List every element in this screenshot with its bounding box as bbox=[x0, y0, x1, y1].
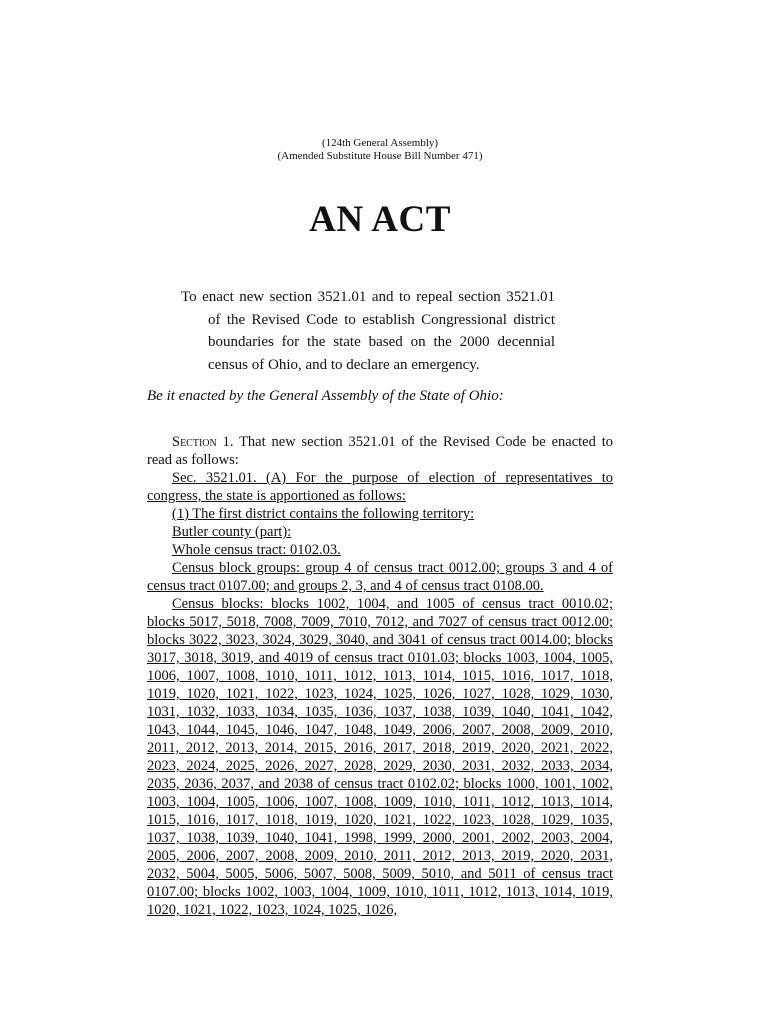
act-purpose: To enact new section 3521.01 and to repeal section 3521.01 of the Revised Code to establish Congressional district boundaries for the state based on the 2000 decennial census of Ohio, and to declare an emergency. bbox=[181, 289, 555, 373]
whole-tract-line: Whole census tract: 0102.03. bbox=[172, 542, 341, 558]
block-groups-line: Census block groups: group 4 of census tract 0012.00; groups 3 and 4 of census tract 0107.00; and groups 2, 3, and 4 of census tract 0108.00. bbox=[147, 560, 613, 594]
section-paragraph bbox=[147, 469, 613, 505]
document-header bbox=[0, 137, 760, 163]
enacting-clause: Be it enacted by the General Assembly of the State of Ohio: bbox=[147, 388, 504, 404]
bill-number-line: (Amended Substitute House Bill Number 471) bbox=[277, 150, 483, 162]
first-district-line: (1) The first district contains the following territory: bbox=[172, 506, 475, 522]
section-paragraph bbox=[147, 541, 613, 559]
section-1-text: 1. That new section 3521.01 of the Revised Code be enacted to read as follows: bbox=[147, 434, 613, 468]
county-line: Butler county (part): bbox=[172, 524, 292, 540]
section-3521-heading: Sec. 3521.01. (A) For the purpose of election of representatives to congress, the state is apportioned as follows: bbox=[147, 470, 613, 504]
act-title: AN ACT bbox=[309, 199, 451, 240]
section-paragraph bbox=[147, 505, 613, 523]
assembly-line: (124th General Assembly) bbox=[321, 137, 439, 149]
section-paragraph bbox=[147, 559, 613, 595]
section-label: Section bbox=[172, 434, 217, 450]
act-body bbox=[147, 433, 613, 919]
section-1-intro bbox=[147, 433, 613, 469]
census-blocks-line: Census blocks: blocks 1002, 1004, and 1005 of census tract 0010.02; blocks 5017, 5018, 7008, 7009, 7010, 7012, and 7027 of census tract 0012.00; blocks 3022, 3023, 3024, 3029, 3040, and 3041 of census tract 0014.00; blocks 3017, 3018, 3019, and 4019 of census tract 0101.03; blocks 1003, 1004, 1005, 1006, 1007, 1008, 1010, 1011, 1012, 1013, 1014, 1015, 1016, 1017, 1018, 1019, 1020, 1021, 1022, 1023, 1024, 1025, 1026, 1027, 1028, 1029, 1030, 1031, 1032, 1033, 1034, 1035, 1036, 1037, 1038, 1039, 1040, 1041, 1042, 1043, 1044, 1045, 1046, 1047, 1048, 1049, 2006, 2007, 2008, 2009, 2010, 2011, 2012, 2013, 2014, 2015, 2016, 2017, 2018, 2019, 2020, 2021, 2022, 2023, 2024, 2025, 2026, 2027, 2028, 2029, 2030, 2031, 2032, 2033, 2034, 2035, 2036, 2037, and 2038 of census tract 0102.02; blocks 1000, 1001, 1002, 1003, 1004, 1005, 1006, 1007, 1008, 1009, 1010, 1011, 1012, 1013, 1014, 1015, 1016, 1017, 1018, 1019, 1020, 1021, 1022, 1023, 1028, 1029, 1035, 1037, 1038, 1039, 1040, 1041, 1998, 1999, 2000, 2001, 2002, 2003, 2004, 2005, 2006, 2007, 2008, 2009, 2010, 2011, 2012, 2013, 2019, 2020, 2031, 2032, 5004, 5005, 5006, 5007, 5008, 5009, 5010, and 5011 of census tract 0107.00; blocks 1002, 1003, 1004, 1009, 1010, 1011, 1012, 1013, 1014, 1019, 1020, 1021, 1022, 1023, 1024, 1025, 1026, bbox=[147, 596, 613, 918]
section-paragraph bbox=[147, 523, 613, 541]
section-paragraph bbox=[147, 595, 613, 919]
